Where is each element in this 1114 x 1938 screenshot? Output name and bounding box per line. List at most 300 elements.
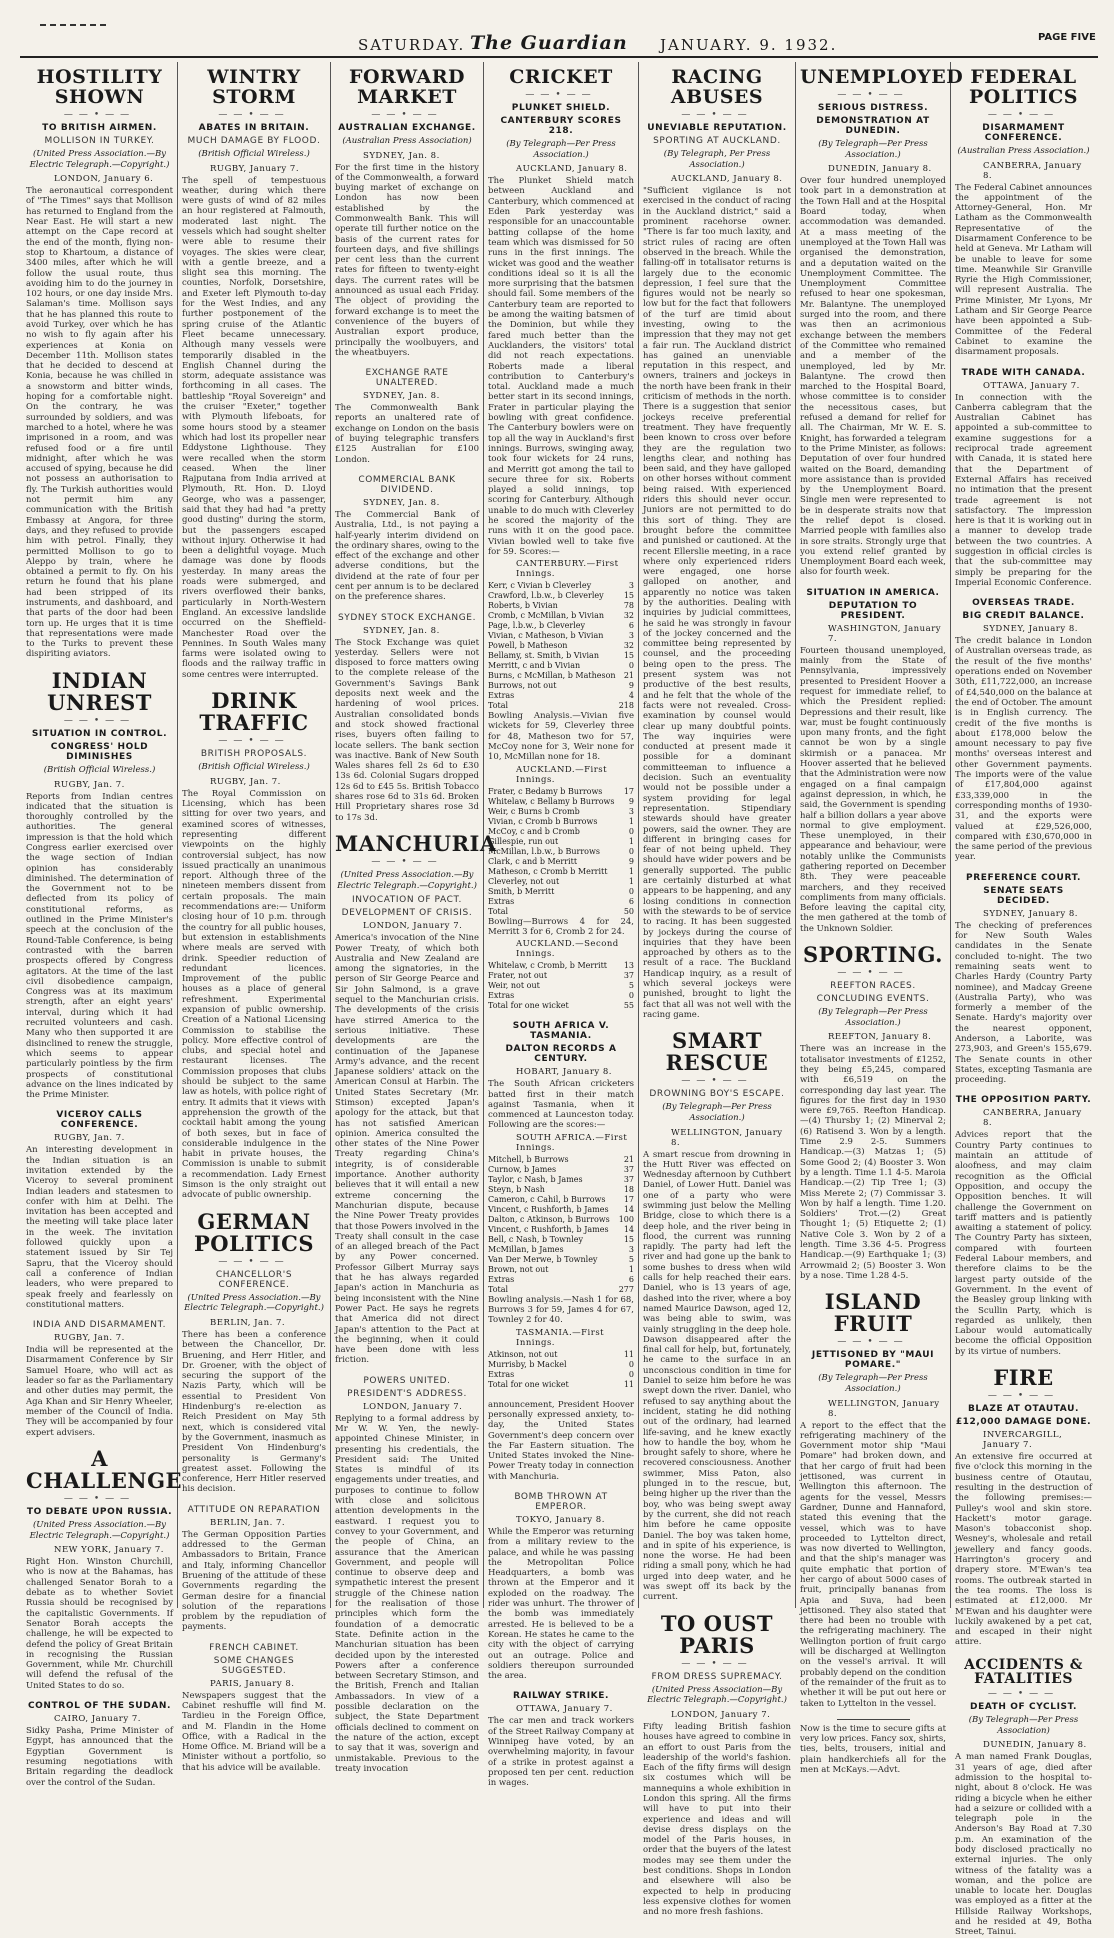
subheading: SOME CHANGES SUGGESTED. bbox=[213, 1655, 295, 1676]
runs: 21 bbox=[623, 1154, 634, 1164]
article-german-politics bbox=[182, 1208, 326, 1495]
batsman: McMillan, b James bbox=[488, 1244, 564, 1254]
batsman: Taylor, c Nash, b James bbox=[488, 1174, 583, 1184]
article-body: The checking of preferences for New South Wales candidates in the Senate concluded to-night. The two remaining seats went to Charles Hardy (Country Party nominee), and Madcay Greene (Australia Party), who was formerly a member of the Senate. Hardy's majority over the nearest opponent, Anderson, a Laborite, was 273,903, and Green's 155,679. The Senate counts in other States, excepting Tasmania are proceeding. bbox=[955, 920, 1092, 1086]
runs: 0 bbox=[628, 1359, 634, 1369]
ornament-rule: ——•—— bbox=[837, 89, 909, 100]
masthead-title: The Guardian bbox=[470, 32, 628, 54]
subheading: TO DEBATE UPON RUSSIA. bbox=[26, 1506, 173, 1517]
runs: 0 bbox=[628, 991, 634, 1001]
batsman: McCoy, c and b Cromb bbox=[488, 826, 580, 836]
article-smart-rescue bbox=[643, 1030, 791, 1602]
batsman: Vincent, c Rushforth, b James bbox=[488, 1204, 609, 1214]
batsman: Powell, b Matheson bbox=[488, 641, 568, 651]
article-federal-politics bbox=[955, 68, 1092, 358]
subheading: SITUATION IN CONTROL. bbox=[31, 728, 168, 739]
dateline: RUGBY, January 7. bbox=[210, 163, 300, 174]
batsman: Burrows, not out bbox=[488, 681, 557, 691]
headline: ACCIDENTS & FATALITIES bbox=[964, 1656, 1083, 1688]
article-body: Newspapers suggest that the Cabinet reshuffle will find M. Tardieu in the Foreign Office, and M. Flandin in the Home Office, with a Radical in the Home Office. M. Briand will be a Minister without a portfolio, so that his advice will be available. bbox=[182, 1690, 326, 1773]
dateline: WASHINGTON, January 7. bbox=[828, 623, 942, 644]
subheading: VICEROY CALLS CONFERENCE. bbox=[56, 1110, 143, 1131]
dateline: OTTAWA, January 7. bbox=[983, 380, 1080, 391]
scorecard-row bbox=[488, 671, 634, 681]
article-drink-traffic bbox=[182, 690, 326, 1201]
scorecard-row bbox=[488, 887, 634, 897]
credit: (United Press Association.—By Electric Telegraph.—Copyright.) bbox=[29, 148, 170, 170]
dateline: SYDNEY, January 8. bbox=[983, 624, 1078, 635]
batsman: Bellamy, st. Smith, b Vivian bbox=[488, 651, 599, 661]
scorecard-row bbox=[488, 1205, 634, 1215]
credit: (British Official Wireless.) bbox=[198, 762, 310, 773]
dateline: BERLIN, Jan. 7. bbox=[210, 1517, 286, 1528]
article-manchuria bbox=[335, 830, 497, 1366]
subheading: THE OPPOSITION PARTY. bbox=[955, 1095, 1092, 1106]
runs: 6 bbox=[628, 1274, 634, 1284]
article-body: Replying to a formal address by Mr W. W. Yen, the newly-appointed Chinese Minister, in presenting his credentials, the President said: The United States is mindful of its engagements under treaties, and purposes to continue to follow with close and solicitous attention developments in the eastward. I request you to convey to your Government, and the people of China, an assurance that the American Government, and people will continue to observe deep and sympathetic interest the present struggle of the Chinese nation for the realisation of those principles which form the foundation of a democratic State. Definite action in the Manchurian situation has been decided upon by the interested Powers after a conference between Secretary Stimson, and the British, French and Italian Ambassadors. In view of a possible declaration on the subject, the State Department officials declined to comment on the nature of the action, except to say that it was, soverign and unmistakable. Previous to the treaty invocation bbox=[335, 1413, 479, 1774]
batsman: Clark, c and b Merritt bbox=[488, 856, 578, 866]
credit: (By Telegraph—Per Press Association.) bbox=[818, 138, 928, 160]
column-1 bbox=[22, 62, 183, 1788]
article-overseas-trade bbox=[955, 598, 1092, 863]
scorecard-row bbox=[488, 1001, 634, 1011]
runs: 0 bbox=[628, 826, 634, 836]
batsman: Extras bbox=[488, 1369, 515, 1379]
scorecard-row bbox=[488, 581, 634, 591]
article-manchuria-cont bbox=[488, 1400, 634, 1482]
runs: 1 bbox=[628, 866, 634, 876]
subheading: FRENCH CABINET. bbox=[209, 1642, 299, 1653]
dateline: OTTAWA, January 7. bbox=[516, 1704, 613, 1715]
subheading: TO BRITISH AIRMEN. bbox=[42, 122, 157, 133]
article-powers-united bbox=[335, 1376, 479, 1774]
subheading: INVOCATION OF PACT. bbox=[352, 895, 462, 906]
article-sudan bbox=[26, 1701, 173, 1788]
article-body: Right Hon. Winston Churchill, who is now at the Bahamas, has challenged Senator Borah to a debate as to whether Soviet Russia should be recognised by the capitalistic Governments. If Senator Borah accepts the challenge, he will be expected to defend the policy of Great Britain in recognising the Russian Government, while Mr. Churchill will defend the refusal of the United States to do so. bbox=[26, 1557, 173, 1691]
subheading: BIG CREDIT BALANCE. bbox=[962, 611, 1085, 622]
scorecard-row bbox=[488, 1215, 634, 1225]
batsman: Extras bbox=[488, 991, 515, 1001]
runs: 9 bbox=[628, 796, 634, 806]
article-body: Fifty leading British fashion houses have agreed to combine in an effort to oust Paris from the leadership of the world's fashion. Each of the fifty firms will design six costumes which will be mannequins a whole exhibition in London this spring. All the firms will have to put into their experience and ideas and will devise dress displays on the model of the Paris houses, in order that the buyers of the latest modes may see them under the best conditions. Shops in London and elsewhere will also be expected to help in producing less expensive clothes for women and no more fresh fashions. bbox=[643, 1721, 791, 1918]
article-body: The South African cricketers batted first in their match against Tasmania, when it commenced at Launceston today. Following are the scores:— bbox=[488, 1079, 634, 1131]
article-body: The credit balance in London of Australian overseas trade, as the result of the five months' operations ended on November 30th, £11,722,000, an increase of £4,540,000 on the balance at the end of October. The amount is in English currency. The credit of the five months is about £178,000 below the amount necessary to pay five months' overseas interest and other Government payments. The imports were of the value of £17,804,000 against £33,339,000 in the corresponding months of 1930-31, and the exports were valued at £29,526,000, compared with £30,670,000 in the same period of the previous year. bbox=[955, 636, 1092, 863]
scorecard-row bbox=[488, 827, 634, 837]
article-body: A man named Frank Douglas, 31 years of age, died after admission to the hospital to-night, about 8 o'clock. He was riding a bicycle when he either had a seizure or collided with a telegraph pole in the Anderson's Bay Road at 7.30 p.m. An examination of the body disclosed practically no external injuries. The only witness of the fatality was a woman, and the police are unable to locate her. Douglas was employed as a fitter at the Hillside Railway Workshops, and he resided at 49, Botha Street, Tainui. bbox=[955, 1752, 1092, 1938]
runs: 100 bbox=[618, 1214, 634, 1224]
scorecard-row bbox=[488, 1275, 634, 1285]
column-5 bbox=[639, 62, 795, 1918]
scorecard-row bbox=[488, 981, 634, 991]
runs: 15 bbox=[623, 591, 634, 601]
scorecard-row bbox=[488, 867, 634, 877]
dateline: RUGBY, Jan. 7. bbox=[210, 776, 281, 787]
credit: (British Official Wireless.) bbox=[43, 764, 156, 775]
article-body: An extensive fire occurred at five o'clock this morning in the business centre of Otautau, resulting in the destruction of the following premises:— Pulley's wool and skin store. Hackett's motor garage. Mason's tobacconist shop. Wesney's, wholesale and retail jewellery and fancy goods. Harrington's grocery and drapery store. M'Ewan's tea rooms. The outbreak started in the tea rooms. The loss is estimated at £12,000. Mr M'Ewan and his daughter were luckily awakened by a pet cat, and escaped in their night attire. bbox=[955, 1452, 1092, 1648]
subheading: MUCH DAMAGE BY FLOOD. bbox=[187, 135, 321, 146]
runs: 9 bbox=[628, 681, 634, 691]
scorecard-row bbox=[488, 797, 634, 807]
dateline: AUCKLAND, January 8. bbox=[671, 174, 783, 185]
dateline: WELLINGTON, January 8. bbox=[671, 1127, 783, 1148]
article-body: A report to the effect that the refrigerating machinery of the Government motor ship "Maui Pomare" had broken down, and that her cargo of fruit had been jettisoned, was current in Wellington this afternoon. The agents for the vessel, Messrs Gardner, Dunne and Hannaford, stated this evening that the vessel, which was to have proceeded to Lyttelton direct, was now diverted to Wellington, and that the ship's manager was quite emphatic that portion of her cargo of about 5000 cases of fruit, principally bananas from Apia and Suva, had been jettisoned. They also stated that there had been no trouble with the refrigerating machinery. The Wellington portion of fruit cargo will be discharged at Wellington on the vessel's arrival. It will probably depend on the condition of the remainder of the fruit as to whether it will be put out here or taken to Lyttelton in the vessel. bbox=[800, 1420, 946, 1709]
divider bbox=[837, 1719, 910, 1720]
dateline: HOBART, January 8. bbox=[516, 1067, 613, 1078]
batsman: Extras bbox=[488, 1274, 515, 1284]
batsman: Total for one wicket bbox=[488, 1379, 569, 1389]
runs: 18 bbox=[623, 1184, 634, 1194]
batsman: Whitelaw, c Cromb, b Merritt bbox=[488, 961, 607, 971]
dateline: BERLIN, Jan. 7. bbox=[210, 1317, 286, 1328]
headline: A CHALLENGE bbox=[26, 1445, 183, 1493]
runs: 5 bbox=[628, 1254, 634, 1264]
scorecard-row bbox=[488, 1155, 634, 1165]
article-to-oust-paris bbox=[643, 1610, 791, 1918]
article-stock-exchange bbox=[335, 613, 479, 823]
batsman: Page, l.b.w., b Cleverley bbox=[488, 621, 585, 631]
article-preference-court bbox=[955, 873, 1092, 1086]
subheading: ATTITUDE ON REPARATION bbox=[187, 1504, 321, 1515]
scorecard-title: TASMANIA.—First Innings. bbox=[516, 1327, 605, 1348]
subheading: PRESIDENT'S ADDRESS. bbox=[347, 1388, 467, 1399]
article-unemployed bbox=[800, 66, 964, 578]
dateline: CANBERRA, January 8. bbox=[983, 1108, 1082, 1129]
column-4 bbox=[484, 62, 638, 1789]
article-body: India will be represented at the Disarmament Conference by Sir Samuel Hoare, who will act as leader so far as the Parliamentary and other duties may permit, the Aga Khan and Sir Henry Wheeler, member of the Council of India. They will be accompanied by four expert advisers. bbox=[26, 1345, 173, 1438]
subheading: DROWNING BOY'S ESCAPE. bbox=[649, 1089, 785, 1100]
runs: 1 bbox=[628, 876, 634, 886]
scorecard-row bbox=[488, 1370, 634, 1380]
headline: SPORTING. bbox=[803, 942, 943, 968]
subheading: RAILWAY STRIKE. bbox=[513, 1691, 609, 1702]
article-body: The German Opposition Parties addressed to the German Ambassadors to Britain, France and Italy, informing Chancellor Bruening of the attitude of these Governments regarding the German desire for a financial solution of the reparations problem by the repudiation of payments. bbox=[182, 1529, 326, 1633]
ornament-rule: ——•—— bbox=[371, 856, 443, 867]
scorecard bbox=[488, 787, 634, 917]
runs: 14 bbox=[623, 1204, 634, 1214]
subheading: CONTROL OF THE SUDAN. bbox=[27, 1701, 172, 1712]
subheading: SENATE SEATS DECIDED. bbox=[983, 885, 1064, 906]
subheading: SPORTING AT AUCKLAND. bbox=[653, 135, 781, 146]
scorecard-row bbox=[488, 817, 634, 827]
headline: CRICKET bbox=[509, 66, 613, 88]
batsman: Vincent, c Rushforth, b James bbox=[488, 1224, 609, 1234]
scorecard-title: CANTERBURY.—First Innings. bbox=[516, 559, 619, 580]
ornament-rule: ——•—— bbox=[525, 89, 597, 100]
runs: 6 bbox=[628, 621, 634, 631]
runs: 9 bbox=[628, 856, 634, 866]
article-reparation bbox=[182, 1505, 326, 1633]
scorecard-title: SOUTH AFRICA.—First Innings. bbox=[516, 1132, 628, 1153]
headline: GERMAN POLITICS bbox=[193, 1208, 314, 1256]
dateline: PARIS, January 8. bbox=[210, 1678, 295, 1689]
scorecard-row bbox=[488, 991, 634, 1001]
scorecard-row bbox=[488, 591, 634, 601]
subheading: DEVELOPMENT OF CRISIS. bbox=[341, 908, 473, 919]
scorecard-row bbox=[488, 1380, 634, 1390]
scorecard-row bbox=[488, 857, 634, 867]
dateline: REEFTON, January 8. bbox=[828, 1032, 932, 1043]
subheading: AUSTRALIAN EXCHANGE. bbox=[338, 122, 476, 133]
article-body: The Stock Exchange was quiet yesterday. Sellers were not disposed to force matters owing to the complete release of the Government's Savings Bank deposits next week and the hardening of wool prices. Australian consolidated bonds and stock showed fractional rises, buyers often failing to locate sellers. The bank section was inactive. Bank of New South Wales shares fell 2s 6d to £30 13s 6d. Colonial Sugars dropped 12s 6d to £45 5s. British Tobacco shares rose 6d to 31s 6d. Broken Hill Proprietary shares rose 3d to 17s 3d. bbox=[335, 637, 479, 823]
article-body: While the Emperor was returning from a military review to the palace, and while he was passing the Metropolitan Police Headquarters, a bomb was thrown at the Emperor and it exploded on the roadway. The rider was unhurt. The thrower of the bomb was immediately arrested. He is believed to be a Korean. He states he came to the city with the object of carrying out an outrage. Police and soldiers thereupon surrounded the area. bbox=[488, 1527, 634, 1682]
credit: (British Official Wireless.) bbox=[198, 148, 310, 159]
headline: UNEMPLOYED bbox=[800, 66, 964, 88]
article-body: Sidky Pasha, Prime Minister of Egypt, has announced that the Egyptian Government is resuming negotiations with Britain regarding the deadlock over the control of the Sudan. bbox=[26, 1726, 173, 1788]
article-opposition-party bbox=[955, 1095, 1092, 1357]
article-french-cabinet bbox=[182, 1643, 326, 1773]
article-body: There has been a conference between the Chancellor, Dr. Bruening, and Herr Hitler, and Dr. Groener, with the object of securing the support of the Nazis Party, which will be essential to President Von Hindenburg's re-election as Reich President on May 5th next, which is considered vital by the Government, inasmuch as President Von Hindenburg's personality is Germany's greatest asset. Following the conference, Herr Hitler reserved his decision. bbox=[182, 1329, 326, 1495]
dateline: TOKYO, January 8. bbox=[516, 1515, 605, 1525]
ornament-rule: ——•—— bbox=[987, 1689, 1060, 1700]
runs: 0 bbox=[628, 886, 634, 896]
runs: 17 bbox=[623, 1194, 634, 1204]
scorecard-row bbox=[488, 1255, 634, 1265]
dateline: RUGBY, Jan. 7. bbox=[54, 1133, 125, 1144]
subheading: CANTERBURY SCORES 218. bbox=[500, 115, 622, 136]
subheading: SITUATION IN AMERICA. bbox=[806, 587, 940, 598]
subheading: DALTON RECORDS A CENTURY. bbox=[505, 1044, 617, 1065]
article-india-disarmament bbox=[26, 1320, 173, 1438]
subheading: EXCHANGE RATE UNALTERED. bbox=[365, 368, 449, 389]
article-body: The Commonwealth Bank reports an unaltered rate of exchange on London on the basis of buying telegraphic transfers £125 Australian for £100 London. bbox=[335, 403, 479, 465]
batsman: Murrisby, b Mackel bbox=[488, 1359, 567, 1369]
article-body: Advices report that the Country Party continues to maintain an attitude of aloofness, and may claim recognition as the Official Opposition, and occupy the Opposition benches. It will challenge the Government on tariff matters and is patiently awaiting a statement of policy. The Country Party has sixteen, compared with fourteen Federal Labour members, and therefore claims to be the largest party outside of the Government. In the event of the Beasley group linking with the Scullin Party, which is regarded as unlikely, then Labour would automatically become the official Opposition by its virtue of numbers. bbox=[955, 1130, 1092, 1357]
ornament-rule: ——•—— bbox=[63, 715, 136, 726]
subheading: PREFERENCE COURT. bbox=[966, 872, 1081, 883]
headline: ISLAND FRUIT bbox=[824, 1289, 922, 1337]
masthead bbox=[0, 0, 1114, 56]
batsman: Weir, not out bbox=[488, 981, 540, 991]
dateline: SYDNEY, Jan. 8. bbox=[363, 497, 440, 508]
masthead-day: SATURDAY. bbox=[358, 36, 466, 54]
scorecard-row bbox=[488, 847, 634, 857]
batsman: Curnow, b James bbox=[488, 1164, 557, 1174]
ornament-rule: ——•—— bbox=[987, 109, 1060, 120]
ornament-rule: ——•—— bbox=[218, 109, 290, 120]
headline: HOSTILITY SHOWN bbox=[36, 66, 163, 108]
ornament-rule: ——•—— bbox=[681, 1076, 753, 1087]
masthead-date: JANUARY. 9. 1932. bbox=[660, 36, 838, 54]
subheading: COMMERCIAL BANK DIVIDEND. bbox=[358, 474, 456, 495]
subheading: SOUTH AFRICA V. TASMANIA. bbox=[512, 1021, 610, 1042]
batsman: Total bbox=[488, 1284, 509, 1294]
article-body: Over four hundred unemployed took part in a demonstration at the Town Hall and at the Hospital Board today, when accommodation was demanded. At a mass meeting of the unemployed at the Town Hall was organised the demonstration, and a deputation waited on the Unemployment Committee. The Unemployment Committee refused to hear one spokesman, Mr. Balantyne. The unemployed surged into the room, and there was then an acrimonious exchange between the members of the Committee who remained and a member of the unemployed, led by Mr. Balantyne. The crowd then marched to the Hospital Board, whose committee is to consider the necessitous cases, but refused a demand for relief for all. The Chairman, Mr W. E. S. Knight, has forwarded a telegram to the Prime Minister, as follows: Deputation of over four hundred waited on the Board, demanding more assistance than is provided by the Unemployment Board. Single men were represented to be in desperate straits now that the relief depot is closed. Married people with families also in sore straits. Strongly urge that you extend relief granted by Unemployment Board each week, also for fourth week. bbox=[800, 176, 947, 578]
scorecard-row bbox=[488, 621, 634, 631]
scorecard bbox=[488, 1155, 634, 1295]
subheading: BOMB THROWN AT EMPEROR. bbox=[514, 1492, 608, 1512]
runs: 3 bbox=[628, 581, 634, 591]
article-body: "Sufficient vigilance is not exercised in the conduct of racing in the Auckland district," said a prominent racehorse owner. "There is far too much laxity, and strict rules of racing are often observed in the breach. While the falling-off in totalisator returns is largely due to the economic depression, I feel sure that the figures would not be nearly so low but for the fact that followers of the turf are timid about investing, owing to the impression that they may not get a fair run. The Auckland district has gained an unenviable reputation in this respect, and owners, trainers and jockeys in the north have been frank in their criticism of methods in the north. There is a suggestion that senior jockeys receive preferential treatment. They have frequently been known to cross over before they are the regulation two lengths clear, and nothing has been said, and they have galloped on other horses without comment being raised. With experienced riders this should never occur. Juniors are not permitted to do this sort of thing. They are brought before the committee and punished or cautioned. At the recent Ellerslie meeting, in a race where only experienced riders were engaged, one horse galloped on another, and apparently no notice was taken by the authorities. Dealing with inquiries by judicial committees, he said he was strongly in favour of the jockey concerned and the committee being represented by counsel, and the proceeding being open to the press. The present system was not productive of the best results, and he felt that the whole of the facts were not revealed. Cross-examination by counsel would clear up many doubtful points. The way inquiries were conducted at present made it possible for a dominant committeeman to influence a decision. Such an eventuality would not be possible under a system providing for legal representation. Stipendiary stewards should have greater powers, said the owner. They are different in bringing cases for fear of not being upheld. They should have wider powers and be generally supported. The public are certainly disturbed at what appears to be happening, and any losing conditions in connection with the stewards to be of service to racing. It has been suggested by jockeys during the course of inquiries that they have been approached by others as to the result of a race. The Buckland Handicap inquiry, as a result of which several jockeys were punished, brought to light the fact that all was not well with the racing game. bbox=[643, 186, 791, 1020]
scorecard-row bbox=[488, 1195, 634, 1205]
scorecard-row bbox=[488, 907, 634, 917]
subheading: UNEVIABLE REPUTATION. bbox=[647, 122, 787, 133]
batsman: Smith, b Merritt bbox=[488, 886, 555, 896]
runs: 11 bbox=[623, 1379, 634, 1389]
runs: 0 bbox=[628, 661, 634, 671]
runs: 32 bbox=[623, 611, 634, 621]
article-body: A smart rescue from drowning in the Hutt River was effected on Wednesday afternoon by Cuthbert Daniel, of Lower Hutt. Daniel was one of a party who were swimming just below the Melling Bridge, close to which there is a deep hole, and the river being in flood, the current was running rapidly. The party had left the river and had gone up the bank to some bushes to dress when wild calls for help reached their ears. Daniel, who is 13 years of age, dashed into the river, where a boy named Maurice Dawson, aged 12, was being able to swim, was vainly struggling in the deep hole. Dawson disappeared after the final call for help, but, fortunately, he came to the surface in an unconscious condition in time for Daniel to seize him before he was swept down the river. Daniel, who refused to say anything about the incident, stating he did nothing out of the ordinary, had learned life-saving, and he knew exactly how to handle the boy, whom he brought safely to shore, where he recovered consciousness. Another swimmer, Miss Paton, also plunged in to the rescue, but, being higher up the river than the boy, who was being swept away by the current, she did not reach him before he came opposite Daniel. The boy was taken home, and in spite of his experience, is none the worse. He had been riding a small pony, which he had urged into deep water, and he was swept off its back by the current. bbox=[643, 1149, 791, 1603]
article-south-africa bbox=[488, 1021, 634, 1389]
runs: 0 bbox=[628, 846, 634, 856]
batsman: Steyn, b Nash bbox=[488, 1184, 545, 1194]
article-body: America's invocation of the Nine Power Treaty, of which both Australia and New Zealand are among the signatories, in the person of Sir George Pearce and Sir John Salmond, is a grave sequel to the Manchurian crisis. The developments of the crisis have stirred America to the serious initiative. These developments are the continuation of the Japanese Army's advance, and the recent Japanese soldiers' attack on the American Consul at Harbin. The United States Secretary (Mr. Stimson) excepted Japan's apology for the attack, but that has not satisfied American opinion. America consulted the other states of the Nine Power Treaty regarding China's integrity, is of considerable importance. Another authority believes that it will entail a new extreme concerning the Manchurian dispute, because the Nine Power Treaty provides that those Powers involved in the Treaty shall consult in the case of an alleged breach of the Pact by any Power concerned. Professor Gilbert Murray says that he has always regarded Japan's action in Manchuria as being inconsistent with the Nine Power Pact. He says he regrets that America did not direct Japan's attention to the Pact at the beginning, when it could have been done with less friction. bbox=[335, 933, 479, 1366]
scorecard-row bbox=[488, 661, 634, 671]
column-7 bbox=[951, 62, 1096, 1938]
dateline: LONDON, January 7. bbox=[671, 1709, 771, 1720]
batsman: Frater, c Bedamy b Burrows bbox=[488, 786, 603, 796]
subheading: OVERSEAS TRADE. bbox=[972, 598, 1075, 609]
column-6 bbox=[796, 62, 964, 1776]
column-2 bbox=[178, 62, 330, 1773]
article-body: An interesting development in the Indian situation is an invitation extended by the Viceroy to several prominent Indian leaders and statesmen to confer with him at Delhi. The invitation has been accepted and the meeting will take place later in the week. The invitation followed quickly upon a statement issued by Sir Tej Sapru, that the Viceroy should call a conference of Indian leaders, who were prepared to speak freely and fearlessly on constitutional matters. bbox=[26, 1145, 173, 1310]
subheading: DEATH OF CYCLIST. bbox=[970, 1702, 1077, 1713]
scorecard-row bbox=[488, 1360, 634, 1370]
runs: 4 bbox=[628, 691, 634, 701]
runs: 78 bbox=[623, 601, 634, 611]
batsman: Frater, not out bbox=[488, 971, 548, 981]
scorecard-row bbox=[488, 1245, 634, 1255]
subheading: DEMONSTRATION AT DUNEDIN. bbox=[816, 115, 930, 136]
runs: 277 bbox=[618, 1284, 634, 1294]
dateline: WELLINGTON, January 8. bbox=[828, 1398, 940, 1419]
batsman: Vivian, c Cromb b Burrows bbox=[488, 816, 598, 826]
scorecard bbox=[488, 581, 634, 711]
scorecard bbox=[488, 961, 634, 1011]
batsman: Roberts, b Vivian bbox=[488, 601, 558, 611]
dateline: INVERCARGILL, January 7. bbox=[983, 1430, 1063, 1451]
runs: 3 bbox=[628, 1244, 634, 1254]
subheading: CONCLUDING EVENTS. bbox=[816, 994, 930, 1005]
article-body: The Plunket Shield match between Auckland and Canterbury, which commenced at Eden Park yesterday was responsible for an unaccountable batting collapse of the home team which was dismissed for 50 runs in the first innings. The wicket was good and the weather conditions ideal so it is all the more surprising that the batsmen should fail. Some members of the Canterbury team are reported to be among the waiting batsmen of the Dominion, but while they fared much better than the Aucklanders, the visitors' total did not reach expectations. Roberts made a liberal contribution to Canterbury's total. Auckland made a much better start in its second innings, Frater in particular playing the bowling with great confidence. The Canterbury bowlers were on top all the way in Auckland's first innings. Burrows, swinging away, took four wickets for 24 runs, and Merritt got among the tail to secure three for six. Roberts played a solid innings, top scoring for Canterbury. Although unable to do much with Cleverley he scored the majority of the runs with it on the good pace. Vivian bowled well to take five for 59. Scores:— bbox=[488, 176, 634, 557]
batsman: Brown, not out bbox=[488, 1264, 549, 1274]
runs: 3 bbox=[628, 631, 634, 641]
runs: 17 bbox=[623, 786, 634, 796]
article-forward-market bbox=[335, 68, 479, 358]
runs: 0 bbox=[628, 1369, 634, 1379]
subheading: TRADE WITH CANADA. bbox=[961, 367, 1086, 378]
scorecard-row bbox=[488, 1185, 634, 1195]
dateline: LONDON, January 7. bbox=[363, 921, 463, 932]
batsman: Vivian, c Matheson, b Vivian bbox=[488, 631, 604, 641]
ornament-rule: ——•—— bbox=[837, 1337, 909, 1348]
runs: 11 bbox=[623, 1349, 634, 1359]
advertisement bbox=[800, 1719, 946, 1775]
scorecard-row bbox=[488, 601, 634, 611]
scorecard-row bbox=[488, 837, 634, 847]
article-hostility-shown bbox=[26, 68, 173, 660]
ornament-rule: ——•—— bbox=[681, 1658, 753, 1669]
ornament-rule: ——•—— bbox=[371, 109, 443, 120]
scorecard-row bbox=[488, 787, 634, 797]
subheading: CONGRESS' HOLD DIMINISHES bbox=[50, 741, 149, 762]
headline: SMART RESCUE bbox=[665, 1028, 769, 1076]
advertisement-text: Now is the time to secure gifts at very low prices. Fancy sox, shirts, ties, belts, trousers, initial and plain handkerchiefs all for the men at McKays.—Advt. bbox=[800, 1723, 946, 1776]
article-racing-abuses bbox=[643, 68, 791, 1020]
scorecard bbox=[488, 1350, 634, 1390]
batsman: Bell, c Nash, b Townley bbox=[488, 1234, 583, 1244]
headline: FORWARD MARKET bbox=[348, 66, 466, 108]
article-commercial-bank bbox=[335, 475, 479, 603]
batsman: Burns, c McMillan, b Matheson bbox=[488, 671, 616, 681]
dateline: RUGBY, Jan. 7. bbox=[54, 779, 125, 790]
subheading: FROM DRESS SUPREMACY. bbox=[651, 1671, 783, 1682]
article-island-fruit bbox=[800, 1291, 946, 1709]
headline: WINTRY STORM bbox=[207, 66, 301, 108]
dateline: LONDON, January 7. bbox=[363, 1401, 463, 1412]
batsman: Crawford, l.b.w., b Cleverley bbox=[488, 591, 604, 601]
credit: (United Press Association—By Electric Telegraph.—Copyright.) bbox=[647, 1684, 787, 1706]
subheading: REEFTON RACES. bbox=[830, 981, 916, 992]
batsman: Weir, c Burns b Cromb bbox=[488, 806, 580, 816]
article-body: Fourteen thousand unemployed, mainly from the State of Pennsylvania, impressively presented to President Hoover a request for immediate relief, to which the President replied: Depressions and their result, like war, must be fought continuously upon many fronts, and the fight cannot be won by a single skirmish or a panacea. Mr Hoover asserted that he believed that the Administration were now engaged on a final campaign against depression, in which, he said, the Government is spending half a billion dollars a year above normal to give employment. These unemployed, in their appearance and behaviour, were notably unlike the Communists gathering reported on December 8th. They were peaceable marchers, and they received compliments from many officials. Before leaving the capital city, the men gathered at the tomb of the Unknown Soldier. bbox=[800, 645, 946, 934]
credit: (By Telegraph—Per Press Association.) bbox=[818, 1007, 928, 1028]
credit: (United Press Association.—By Electric Telegraph.—Copyright.) bbox=[337, 869, 477, 891]
batsman: Matheson, c Cromb b Merritt bbox=[488, 866, 608, 876]
bowling-analysis: Bowling Analysis.—Vivian five wickets for 59, Cleverley three for 48, Matheson two for 57, McCoy none for 3, Weir none for 10, McMillan none for 18. bbox=[488, 711, 634, 763]
runs: 1 bbox=[628, 1264, 634, 1274]
runs: 50 bbox=[623, 906, 634, 916]
credit: (Australian Press Association.) bbox=[957, 145, 1090, 156]
headline: FIRE bbox=[993, 1365, 1054, 1390]
credit: (By Telegraph—Per Press Association.) bbox=[818, 1373, 928, 1394]
ornament-rule: ——•—— bbox=[681, 109, 753, 120]
article-trade-canada bbox=[955, 368, 1092, 589]
credit: (By Telegraph—Per Press Association.) bbox=[662, 1102, 772, 1123]
page-number: PAGE FIVE bbox=[1038, 32, 1096, 43]
dateline: SYDNEY, Jan. 8. bbox=[363, 150, 440, 161]
scorecard-row bbox=[488, 701, 634, 711]
batsman: Van Der Merwe, b Townley bbox=[488, 1254, 598, 1264]
article-body: The car men and track workers of the Street Railway Company at Winnipeg have voted, by an overwhelming majority, in favour of a strike in protest against a proposed ten per cent. reduction in wages. bbox=[488, 1716, 634, 1789]
runs: 15 bbox=[623, 651, 634, 661]
subheading: BRITISH PROPOSALS. bbox=[200, 749, 308, 760]
article-body: The aeronautical correspondent of "The Times" says that Mollison has returned to England from the Near East. He will start a new attempt on the Cape record at the end of the month, flying non-stop to Khartoum, a distance of 3400 miles, after which he will follow the usual route, thus avoiding him to do the journey in 102 hours, or one day inside Mrs. Salaman's time. Mollison says that he has planned this route to avoid Turkey, over which he has no wish to fly again after his experiences at Konia on December 11th. Mollison states that he decided to descend at Konia, because he was chilled in a snowstorm and bitter winds, hoping for a comfortable night. On the contrary, he was surrounded by soldiers, and was marched to a hotel, where he was imprisoned in a room, and was refused food or a fire until midnight, after which he was accused of spying, because he did not possess an authorisation to fly. The Turkish authorities would not permit him any communication with the British Embassy at Angora, for three days, and they refused to provide him with petrol. Finally, they permitted Mollison to go to Aleppo by train, where he obtained a permit to fly. On his return he found that his plane had been stripped of its instruments, and dashboard, and that parts of the door had been torn up. He urges that it is time that representations were made to the Turks to prevent these dispiriting aviators. bbox=[26, 186, 173, 660]
scorecard-row bbox=[488, 691, 634, 701]
article-viceroy bbox=[26, 1110, 173, 1310]
runs: 218 bbox=[618, 701, 634, 711]
headline: MANCHURIA bbox=[335, 830, 497, 856]
scorecard-row bbox=[488, 1285, 634, 1295]
batsman: Total bbox=[488, 906, 509, 916]
article-fire bbox=[955, 1367, 1092, 1648]
batsman: Cameron, c Cahil, b Burrows bbox=[488, 1194, 606, 1204]
scorecard-row bbox=[488, 807, 634, 817]
scorecard-row bbox=[488, 1225, 634, 1235]
article-exchange-rate bbox=[335, 368, 479, 465]
ornament-rule: ——•—— bbox=[987, 1391, 1060, 1402]
subheading: £12,000 DAMAGE DONE. bbox=[955, 1417, 1092, 1428]
article-body: The Commercial Bank of Australia, Ltd., is not paying a half-yearly interim dividend on the ordinary shares, owing to the effect of the exchange and other adverse conditions, but the dividend at the rate of four per cent per annum is to be declared on the preference shares. bbox=[335, 509, 479, 603]
dateline: SYDNEY, Jan. 8. bbox=[363, 391, 440, 402]
article-cricket bbox=[488, 68, 634, 1011]
article-body: The spell of tempestuous weather, during which there were gusts of wind of 82 miles an hour registered at Falmouth, moderated last night. The vessels which had sought shelter were able to resume their voyages. The skies were clear, with a gentle breeze, and a slight sea this morning. The counties, Norfolk, Dorsetshire, and Exeter left Plymouth to-day for the West Indies, and any further postponement of the spring cruise of the Atlantic Fleet became unnecessary. Although many vessels were temporarily disabled in the English Channel during the storm, adequate assistance was forthcoming in all cases. The battleship "Royal Sovereign" and the cruiser "Exeter," together with Plymouth lifeboats, for some hours stood by a steamer which had lost its propeller near Eddystone Lighthouse. They were recalled when the storm ceased. When the liner Rajputana from India arrived at Plymouth, Rt. Hon. D. Lloyd George, who was a passenger, said that they had had "a pretty good dusting" during the storm, but the passengers escaped without injury. Otherwise it had been a delightful voyage. Much damage was done by floods yesterday. In many areas the roads were submerged, and rivers overflowed their banks, particularly in North-Western England. An excessive landslide occurred on the Sheffield-Manchester Road over the Pennines. In South Wales many farms were isolated owing to floods and the railway traffic in some centres were interrupted. bbox=[182, 175, 326, 680]
runs: 37 bbox=[623, 971, 634, 981]
ornament-rule: ——•—— bbox=[218, 736, 290, 747]
masthead-rule bbox=[20, 56, 1098, 58]
scorecard-row bbox=[488, 1175, 634, 1185]
headline: RACING ABUSES bbox=[670, 66, 764, 108]
batsman: Gillespie, run out bbox=[488, 836, 559, 846]
article-body: In connection with the Canberra cablegram that the Australian Cabinet has appointed a sub-committee to examine suggestions for a reciprocal trade agreement with Canada, it is stated here that the Department of External Affairs has received no intimation that the present trade agreement is not satisfactory. The impression here is that it is working out in a manner to develop trade between the two countries. A suggestion in official circles is that the sub-committee may simply be preparing for the Imperial Economic Conference. bbox=[955, 392, 1092, 588]
article-accidents bbox=[955, 1658, 1092, 1938]
batsman: Kerr, c Vivian b Cleverley bbox=[488, 581, 592, 591]
scorecard-row bbox=[488, 877, 634, 887]
batsman: Merritt, c and b Vivian bbox=[488, 661, 581, 671]
bowling-analysis: Bowling analysis.—Nash 1 for 68, Burrows 3 for 59, James 4 for 67, Townley 2 for 40. bbox=[488, 1294, 634, 1326]
scorecard-row bbox=[488, 641, 634, 651]
subheading: PLUNKET SHIELD. bbox=[511, 102, 611, 113]
subheading: MOLLISON IN TURKEY. bbox=[44, 135, 155, 146]
